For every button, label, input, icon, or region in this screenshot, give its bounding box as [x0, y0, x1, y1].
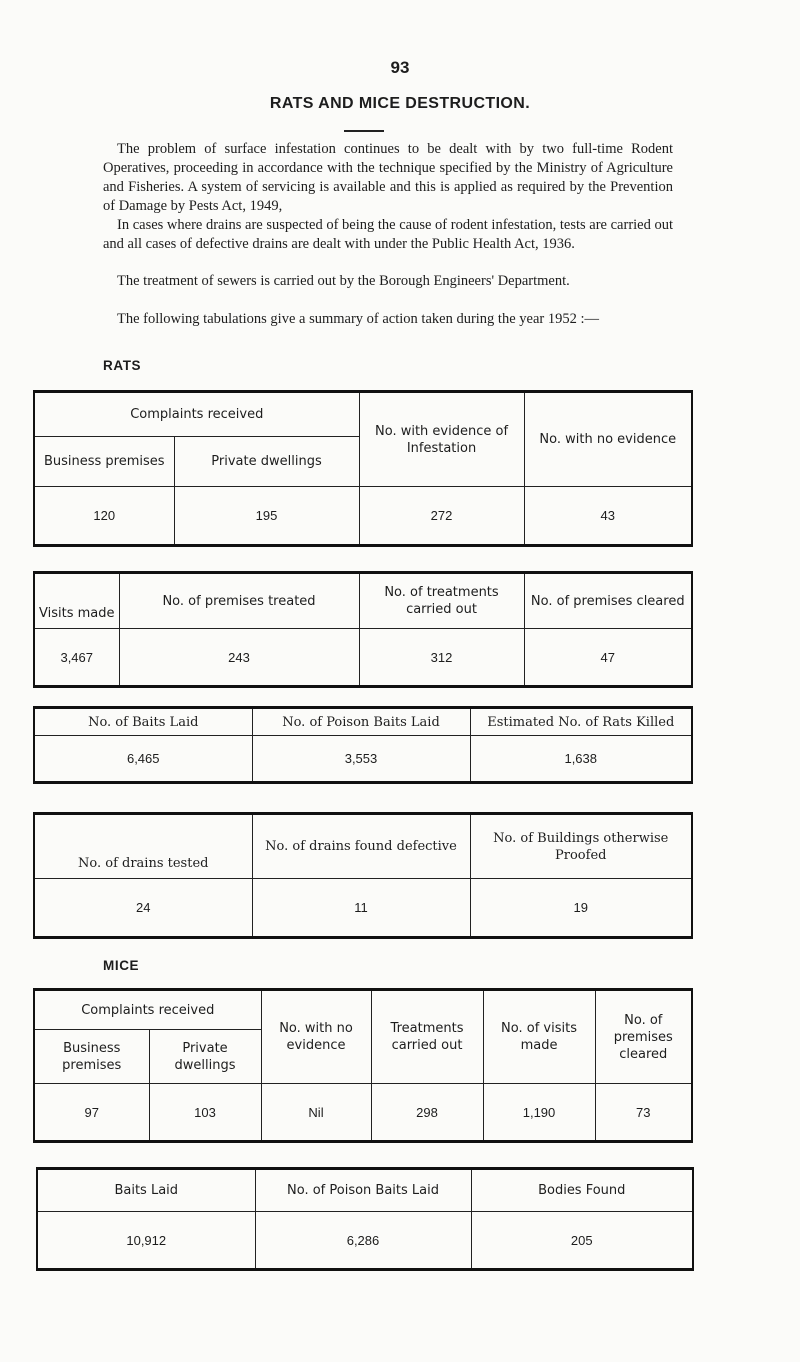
header-complaints-received: Complaints received	[34, 392, 359, 437]
value-with-evidence: 272	[359, 487, 524, 546]
header-mice-baits-laid: Baits Laid	[37, 1169, 255, 1212]
header-visits-made: Visits made	[34, 573, 119, 629]
value-private-dwellings: 195	[174, 487, 359, 546]
header-mice-poison-baits-laid: No. of Poison Baits Laid	[255, 1169, 471, 1212]
rats-heading: RATS	[103, 358, 142, 373]
mice-baits-table	[36, 1167, 694, 1271]
value-mice-no-evidence: Nil	[261, 1084, 371, 1142]
header-mice-no-evidence: No. with no evidence	[261, 990, 371, 1084]
header-drains-tested: No. of drains tested	[34, 814, 252, 879]
value-visits-made: 3,467	[34, 629, 119, 687]
title-underline	[344, 130, 384, 132]
header-mice-bodies-found: Bodies Found	[471, 1169, 693, 1212]
header-rats-killed: Estimated No. of Rats Killed	[470, 708, 692, 736]
mice-complaints-table	[33, 988, 693, 1143]
value-mice-visits: 1,190	[483, 1084, 595, 1142]
tabulations-paragraph: The following tabulations give a summary of action taken during the year 1952 :—	[117, 311, 600, 327]
header-premises-treated: No. of premises treated	[119, 573, 359, 629]
value-drains-defective: 11	[252, 879, 470, 938]
rats-drains-table	[33, 812, 693, 939]
header-poison-baits-laid: No. of Poison Baits Laid	[252, 708, 470, 736]
value-mice-business-premises: 97	[34, 1084, 149, 1142]
header-drains-defective: No. of drains found defective	[252, 814, 470, 879]
header-no-evidence: No. with no evidence	[524, 392, 692, 487]
value-mice-private-dwellings: 103	[149, 1084, 261, 1142]
value-baits-laid: 6,465	[34, 736, 252, 783]
value-premises-treated: 243	[119, 629, 359, 687]
header-buildings-proofed: No. of Buildings otherwise Proofed	[470, 814, 692, 879]
value-buildings-proofed: 19	[470, 879, 692, 938]
rats-complaints-table	[33, 390, 693, 547]
header-mice-complaints-received: Complaints received	[34, 990, 261, 1030]
value-mice-bodies-found: 205	[471, 1212, 693, 1270]
rats-baits-table	[33, 706, 693, 784]
value-mice-baits-laid: 10,912	[37, 1212, 255, 1270]
page-number: 93	[390, 58, 410, 77]
mice-heading: MICE	[103, 958, 140, 973]
value-mice-cleared: 73	[595, 1084, 692, 1142]
header-mice-visits: No. of visits made	[483, 990, 595, 1084]
header-baits-laid: No. of Baits Laid	[34, 708, 252, 736]
header-mice-private-dwellings: Private dwellings	[149, 1030, 261, 1084]
rats-visits-table	[33, 571, 693, 688]
header-treatments-carried-out: No. of treatments carried out	[359, 573, 524, 629]
page-title: RATS AND MICE DESTRUCTION.	[269, 95, 531, 112]
header-mice-treatments: Treatments carried out	[371, 990, 483, 1084]
value-mice-poison-baits-laid: 6,286	[255, 1212, 471, 1270]
value-business-premises: 120	[34, 487, 174, 546]
value-treatments: 312	[359, 629, 524, 687]
header-business-premises: Business premises	[34, 437, 174, 487]
intro-paragraph: The problem of surface infestation continues to be dealt with by two full-time Rodent Operatives, proceeding in accordance with the technique specified by the Ministry of Agriculture and Fisheries. A system of servicing is available and this is applied as required by the Prevention of Damage by Pests Act, 1949,	[103, 141, 673, 214]
value-premises-cleared: 47	[524, 629, 692, 687]
value-drains-tested: 24	[34, 879, 252, 938]
header-mice-business-premises: Business premises	[34, 1030, 149, 1084]
value-mice-treatments: 298	[371, 1084, 483, 1142]
header-premises-cleared: No. of premises cleared	[524, 573, 692, 629]
sewers-paragraph: The treatment of sewers is carried out by the Borough Engineers' Department.	[117, 273, 570, 289]
header-private-dwellings: Private dwellings	[174, 437, 359, 487]
value-rats-killed: 1,638	[470, 736, 692, 783]
header-mice-cleared: No. of premises cleared	[595, 990, 692, 1084]
value-poison-baits-laid: 3,553	[252, 736, 470, 783]
value-no-evidence: 43	[524, 487, 692, 546]
header-with-evidence: No. with evidence of Infestation	[359, 392, 524, 487]
drains-paragraph: In cases where drains are suspected of being the cause of rodent infestation, tests are carried out and all cases of defective drains are dealt with under the Public Health Act, 1936.	[103, 217, 674, 252]
